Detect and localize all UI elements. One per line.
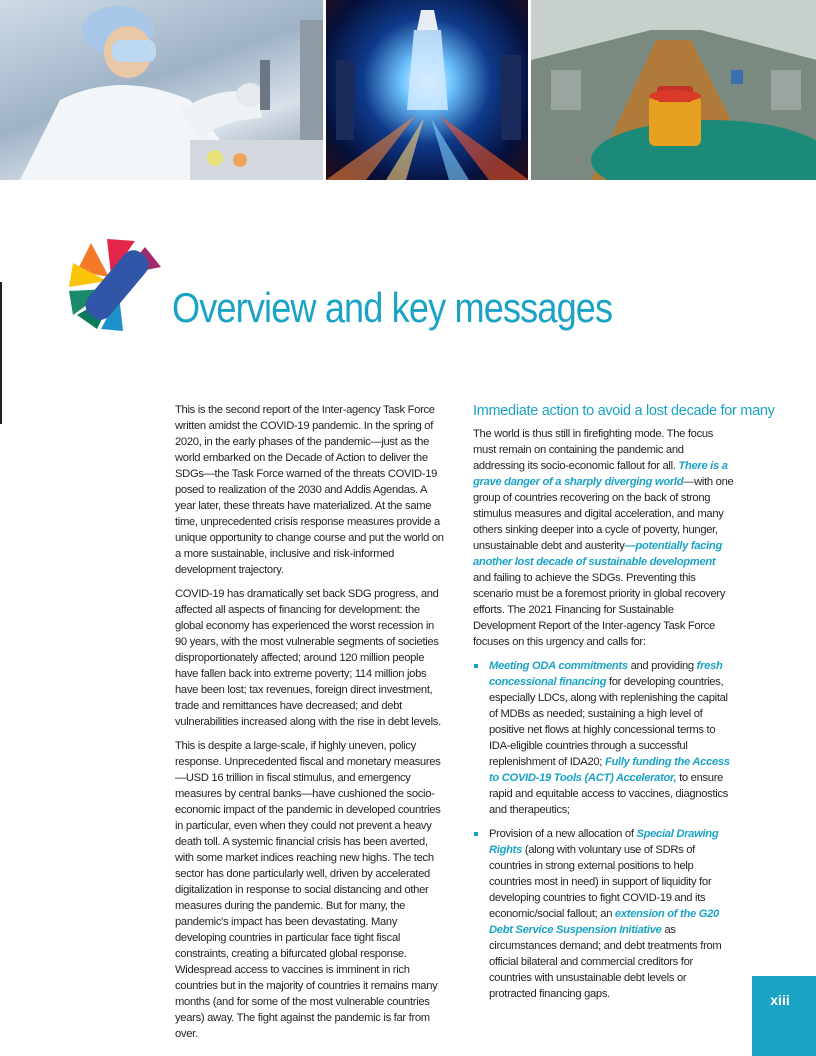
paragraph: This is the second report of the Inter-agency Task Force written amidst the COVID-19 pandemic. In the spring of 2020, in the early phases of the pandemic—just as the world embarked on the Decade of Action to deliver the SDGs—the Task Force warned of the threats COVID-19 posed to realization of the 2030 and Addis Agendas. A year later, these threats have materialized. At the same time, unprecedented crisis response measures provide a unique opportunity to change course and put the world on a more sustainable, inclusive and risk-informed development trajectory. <box>175 404 444 576</box>
section-heading: Immediate action to avoid a lost decade for many <box>473 403 775 419</box>
text-run: to ensure rapid and equitable access to vaccines, diagnostics and therapeutics; <box>489 772 729 816</box>
hydropower-turbine-hall-photo <box>531 0 816 180</box>
paragraph: This is despite a large-scale, if highly uneven, policy response. Unprecedented fiscal and monetary measures—USD 16 trillion in fiscal stimulus, and emergency measures by central banks—have cushioned the socio-economic impact of the pandemic in developed countries in particular, even when they could not prevent a heavy death toll. A systemic financial crisis has been averted, with some market indices reaching new highs. The tech sector has done particularly well, driven by accelerated digitalization in response to social distancing and other measures during the pandemic. But for many, the pandemic's impact has been devastating. Many developing countries in particular face tight fiscal constraints, creating a bifurcated global response. Widespread access to vaccines is imminent in rich countries but in the majority of countries it remains many months (and for some of the most vulnerable countries years) away. The fight against the pandemic is far from over. <box>175 740 441 1040</box>
list-item <box>473 826 735 1002</box>
text-run: and providing <box>627 660 697 672</box>
square-bullet-icon <box>474 832 478 836</box>
text-run: and failing to achieve the SDGs. Preventing this scenario must be a foremost priority in global recovery efforts. The 2021 Financing for Sustainable Development Report of the Inter-agency Task Force focuses on this urgency and calls for: <box>473 572 726 648</box>
page-title: Overview and key messages <box>172 284 613 331</box>
text-run: as circumstances demand; and debt treatments from official bilateral and commercial creditors for countries with unsustainable debt levels or protracted financing gaps. <box>489 924 722 1000</box>
laboratory-scientist-photo <box>0 0 323 180</box>
text-run: Provision of a new allocation of <box>489 828 637 840</box>
text-run: —with one group of countries recovering on the back of strong stimulus measures and digital acceleration, and many others sinking deeper into a cycle of poverty, hunger, unsustainable debt and austerity <box>473 476 734 552</box>
right-column <box>473 426 735 1010</box>
text-run: (along with voluntary use of SDRs of countries in strong external positions to help countries most in need) in support of liquidity for developing countries to fight COVID-19 and its economic/social fallout; an <box>489 844 712 920</box>
paragraph: COVID-19 has dramatically set back SDG progress, and affected all aspects of financing for development: the global economy has experienced the worst recession in 90 years, with the most vulnerable segments of societies disproportionately affected; around 120 million people have fallen back into extreme poverty; 114 million jobs have been lost; tax revenues, foreign direct investment, trade and remittances have decreased; and debt vulnerabilities increased along with the rise in debt levels. <box>175 588 441 728</box>
highlight-phrase: fresh concessional financing <box>489 660 723 688</box>
tower-light-trails-illustration <box>326 0 528 180</box>
highlight-phrase: Special Drawing Rights <box>489 828 719 856</box>
highlight-phrase: Meeting ODA commitments <box>489 660 628 672</box>
left-column <box>175 402 447 1050</box>
square-bullet-icon <box>474 664 478 668</box>
city-tower-light-trails-photo <box>326 0 528 180</box>
recommendations-list <box>473 658 735 1002</box>
text-run: The world is thus still in firefighting mode. The focus must remain on containing the pandemic and addressing its socio-economic fallout for all. <box>473 428 714 472</box>
highlight-phrase: There is a grave danger of a sharply diverging world <box>473 460 728 488</box>
sdg-color-wheel-icon <box>66 234 168 336</box>
header-photo-strip <box>0 0 816 180</box>
page-number-tab <box>752 976 816 1056</box>
page-number: xiii <box>770 992 790 1008</box>
highlight-phrase: —potentially facing another lost decade of sustainable development <box>473 540 722 568</box>
margin-rule <box>0 282 2 424</box>
highlight-phrase: Fully funding the Access to COVID-19 Tools (ACT) Accelerator, <box>489 756 730 784</box>
intro-paragraph <box>473 426 735 650</box>
laboratory-scene-illustration <box>0 0 323 180</box>
highlight-phrase: extension of the G20 Debt Service Suspension Initiative <box>489 908 719 936</box>
text-run: for developing countries, especially LDCs, along with replenishing the capital of MDBs as needed; sustaining a high level of positive net flows at highly concessional terms to IDA-eligible countries through a successful replenishment of IDA20; <box>489 676 728 768</box>
list-item <box>473 658 735 818</box>
turbine-hall-illustration <box>531 0 816 180</box>
